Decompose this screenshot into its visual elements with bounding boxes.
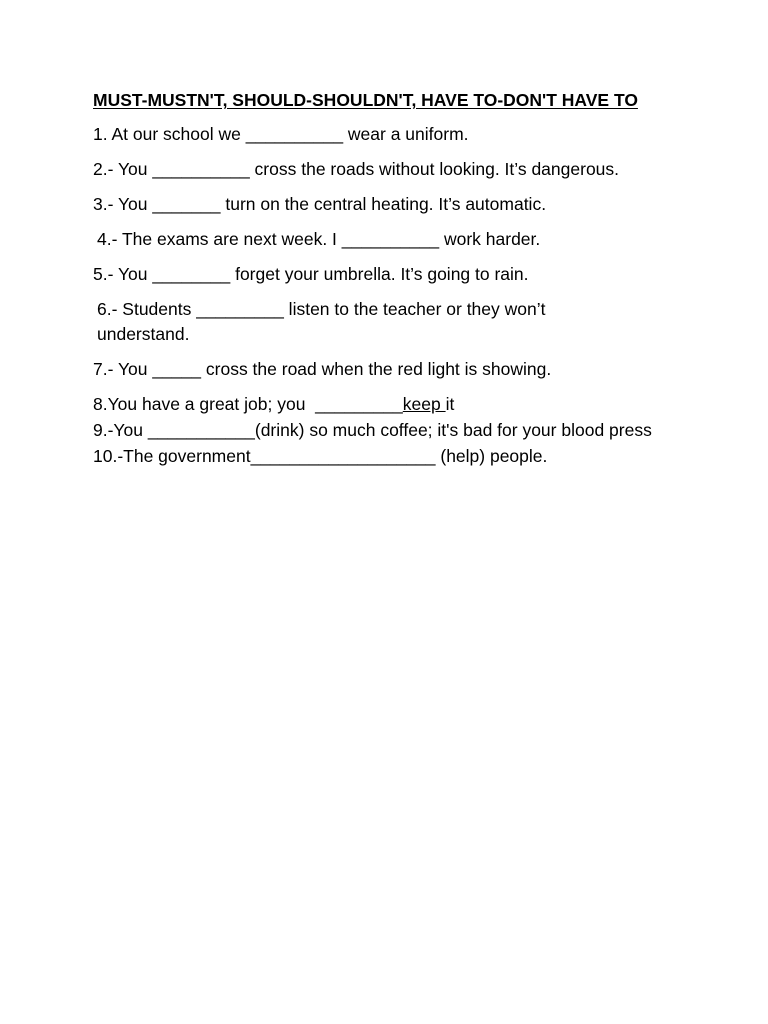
worksheet-content	[93, 88, 733, 479]
exercise-item-8-suffix: it	[445, 394, 455, 414]
exercise-item-8-prefix: 8.You have a great job; you	[93, 394, 316, 414]
exercise-item-2: 2.- You __________ cross the roads without looking. It’s dangerous.	[93, 159, 620, 179]
exercise-item-1: 1. At our school we __________ wear a uniform.	[93, 124, 469, 144]
exercise-item-3: 3.- You _______ turn on the central heating. It’s automatic.	[93, 194, 547, 214]
exercise-item-6: 6.- Students _________ listen to the teacher or they won’t understand.	[97, 299, 546, 344]
exercise-item-5: 5.- You ________ forget your umbrella. It’s going to rain.	[93, 264, 529, 284]
worksheet-title: MUST-MUSTN'T, SHOULD-SHOULDN'T, HAVE TO-DON'T HAVE TO	[93, 90, 638, 110]
exercise-item-7: 7.- You _____ cross the road when the red light is showing.	[93, 359, 552, 379]
exercise-item-9: 9.-You ___________(drink) so much coffee; it's bad for your blood press	[93, 420, 652, 440]
exercise-item-8-hint: keep	[402, 394, 446, 414]
exercise-item-4: 4.- The exams are next week. I __________ work harder.	[97, 229, 541, 249]
exercise-item-8-blank: _________	[315, 394, 403, 414]
exercise-item-8	[93, 392, 733, 417]
exercise-item-10: 10.-The government___________________ (help) people.	[93, 446, 548, 466]
